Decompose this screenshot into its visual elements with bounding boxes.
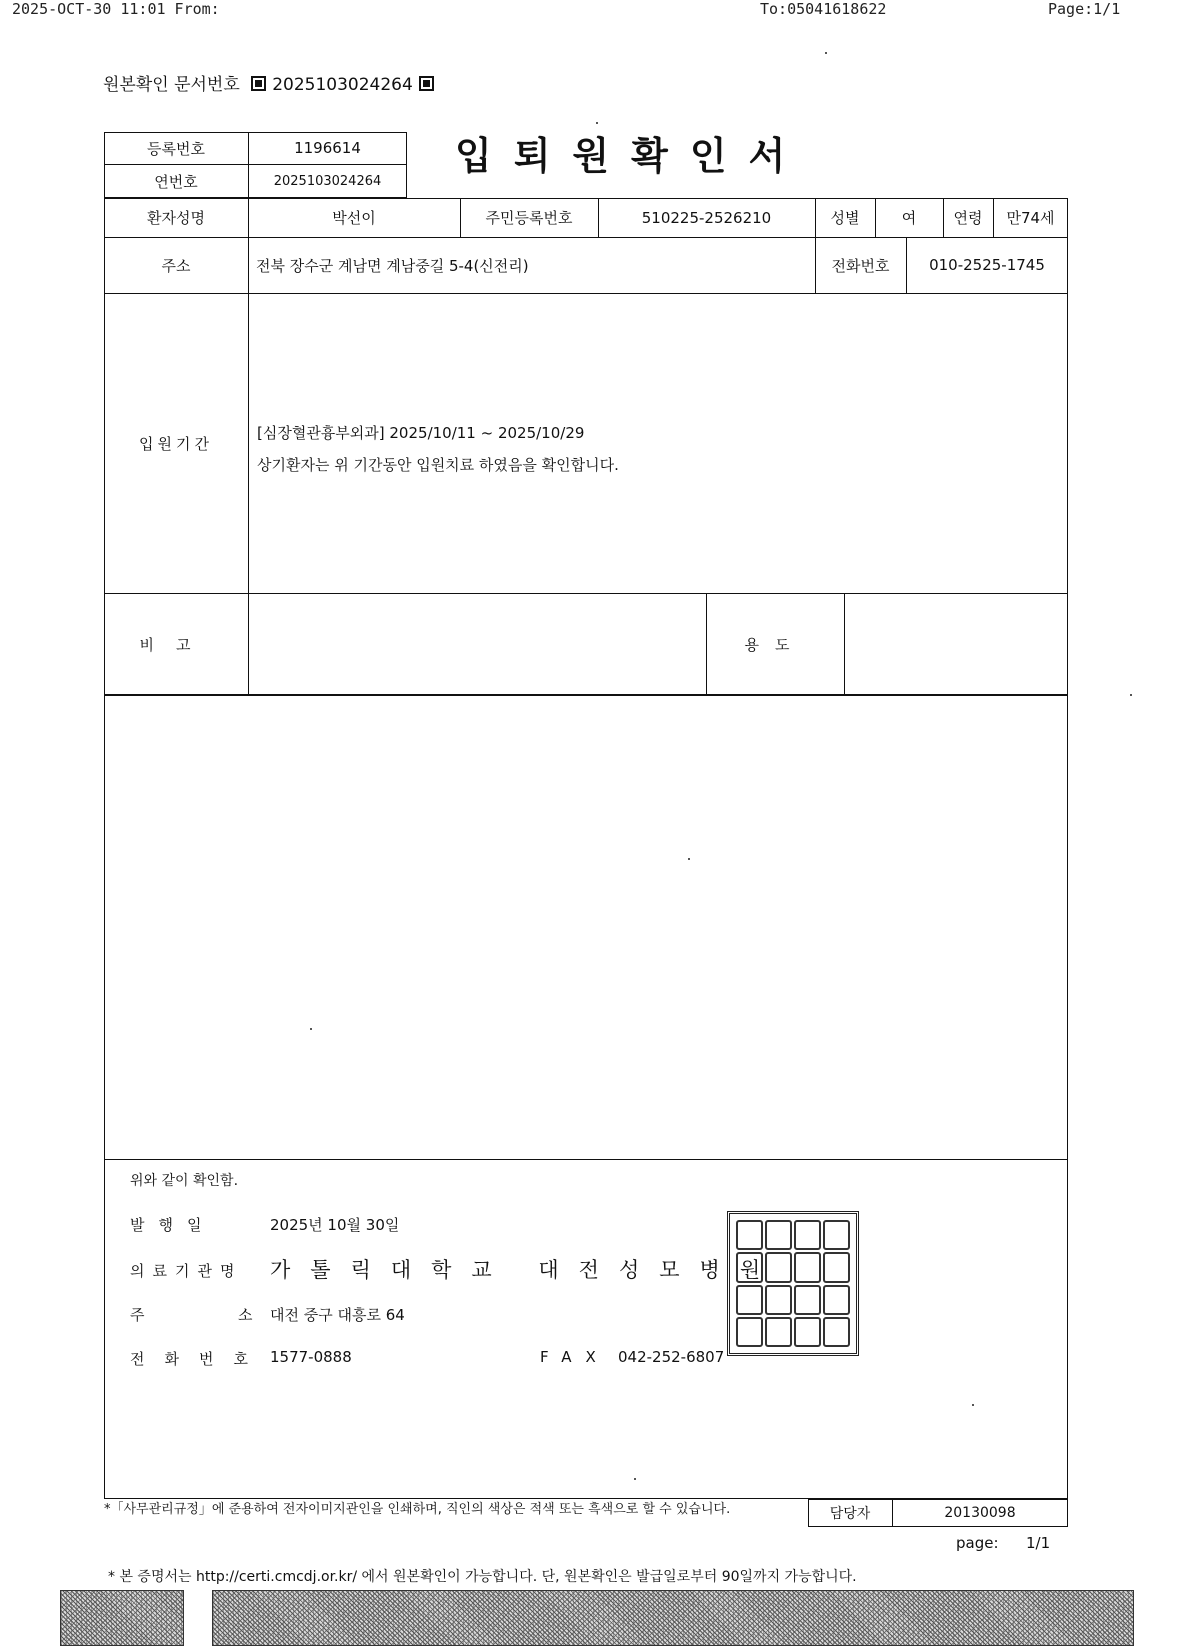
fax-recipient: To:05041618622 (760, 0, 887, 18)
square-icon (251, 76, 266, 91)
pdf417-barcode (212, 1590, 1134, 1646)
staff-id: 20130098 (944, 1505, 1016, 1521)
patient-name-label: 환자성명 (147, 209, 205, 227)
confirm-text: 위와 같이 확인함. (130, 1173, 239, 1189)
hospital-seal-stamp (727, 1211, 859, 1356)
staff-label: 담당자 (829, 1506, 871, 1522)
page-value: 1/1 (1026, 1534, 1051, 1552)
issuer-address: 대전 중구 대흥로 64 (270, 1306, 405, 1324)
document-number-label: 원본확인 문서번호 (103, 75, 240, 95)
institution-label: 의료기관명 (130, 1262, 243, 1280)
issue-date-label: 발행일 (130, 1216, 216, 1234)
qr-code (60, 1590, 184, 1646)
fax-number: 042-252-6807 (618, 1348, 725, 1366)
document-number (103, 70, 440, 95)
sex-label: 성별 (830, 209, 860, 227)
institution-name: 가톨릭대학교 대전성모병원 (270, 1258, 781, 1282)
fax-timestamp: 2025-OCT-30 11:01 From: (12, 0, 220, 18)
issuer-phone: 1577-0888 (270, 1348, 352, 1366)
issue-date: 2025년 10월 30일 (270, 1216, 400, 1234)
phone-value: 010-2525-1745 (929, 256, 1045, 274)
fax-label: FAX (540, 1348, 610, 1366)
sex-value: 여 (901, 209, 917, 227)
remarks-label: 비고 (139, 635, 213, 654)
square-icon (419, 76, 434, 91)
purpose-label: 용도 (744, 635, 806, 654)
fax-page: Page:1/1 (1048, 0, 1121, 18)
admission-period: [심장혈관흉부외과] 2025/10/11 ~ 2025/10/29 (257, 424, 585, 442)
serial-label: 연번호 (154, 172, 198, 191)
phone-label: 전화번호 (831, 256, 890, 275)
registration-label: 등록번호 (147, 139, 205, 158)
age-value: 만74세 (1006, 209, 1055, 227)
address-label: 주소 (161, 256, 191, 275)
rrn-label: 주민등록번호 (485, 209, 573, 227)
document-title: 입퇴원확인서 (455, 134, 808, 178)
fax-header (0, 0, 1194, 22)
rrn-value: 510225-2526210 (641, 208, 772, 227)
admission-statement: 상기환자는 위 기간동안 입원치료 하였음을 확인합니다. (257, 456, 619, 474)
patient-name: 박선이 (332, 209, 376, 227)
registration-value: 1196614 (294, 139, 361, 157)
certification-box (104, 695, 1068, 1499)
issuer-address-label-last: 소 (238, 1306, 253, 1324)
verification-note: * 본 증명서는 http://certi.cmcdj.or.kr/ 에서 원본확인이 가능합니다. 단, 원본확인은 발급일로부터 90일까지 가능합니다. (108, 1569, 857, 1585)
address-value: 전북 장수군 계남면 계남중길 5-4(신전리) (256, 256, 529, 275)
document-number-value: 2025103024264 (272, 75, 413, 95)
regulation-note: *「사무관리규정」에 준용하여 전자이미지관인을 인쇄하며, 직인의 색상은 적색 또는 흑색으로 할 수 있습니다. (104, 1502, 731, 1517)
page-label: page: (956, 1534, 999, 1552)
serial-value: 2025103024264 (273, 173, 382, 189)
issuer-phone-label: 전화번호 (130, 1350, 268, 1368)
admission-label: 입원기간 (139, 434, 213, 453)
age-label: 연령 (953, 209, 983, 227)
issuer-address-label-first: 주 (130, 1306, 145, 1324)
